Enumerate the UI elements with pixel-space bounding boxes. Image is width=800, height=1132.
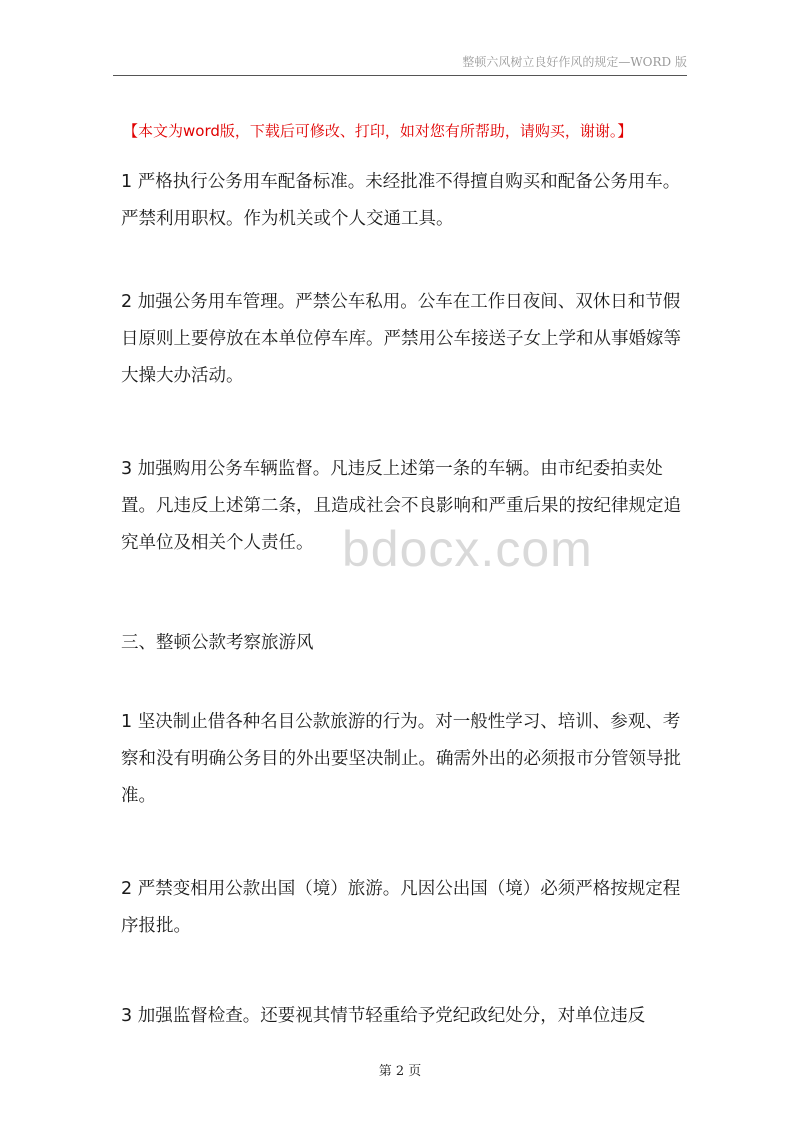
paragraph: 2 严禁变相用公款出国（境）旅游。凡因公出国（境）必须严格按规定程序报批。	[121, 879, 681, 936]
purchase-notice: 【本文为word版，下载后可修改、打印，如对您有所帮助，请购买，谢谢。】	[123, 122, 633, 140]
section-heading: 三、整顿公款考察旅游风	[121, 633, 314, 653]
page-header	[0, 0, 800, 80]
header-divider	[113, 75, 687, 76]
document-title: 整顿六风树立良好作风的规定—WORD 版	[462, 55, 687, 69]
paragraph: 3 加强购用公务车辆监督。凡违反上述第一条的车辆。由市纪委拍卖处置。凡违反上述第二条，且造成社会不良影响和严重后果的按纪律规定追究单位及相关个人责任。	[121, 459, 681, 553]
paragraph: 2 加强公务用车管理。严禁公车私用。公车在工作日夜间、双休日和节假日原则上要停放在本单位停车库。严禁用公车接送子女上学和从事婚嫁等大操大办活动。	[121, 292, 681, 386]
paragraph: 1 严格执行公务用车配备标准。未经批准不得擅自购买和配备公务用车。严禁利用职权。作为机关或个人交通工具。	[121, 172, 681, 229]
page-number: 第 2 页	[378, 1064, 422, 1079]
paragraph: 3 加强监督检查。还要视其情节轻重给予党纪政纪处分，对单位违反	[121, 1006, 646, 1026]
paragraph: 1 坚决制止借各种名目公款旅游的行为。对一般性学习、培训、参观、考察和没有明确公务目的外出要坚决制止。确需外出的必须报市分管领导批准。	[121, 712, 681, 806]
watermark: bdocx.com	[342, 521, 593, 577]
